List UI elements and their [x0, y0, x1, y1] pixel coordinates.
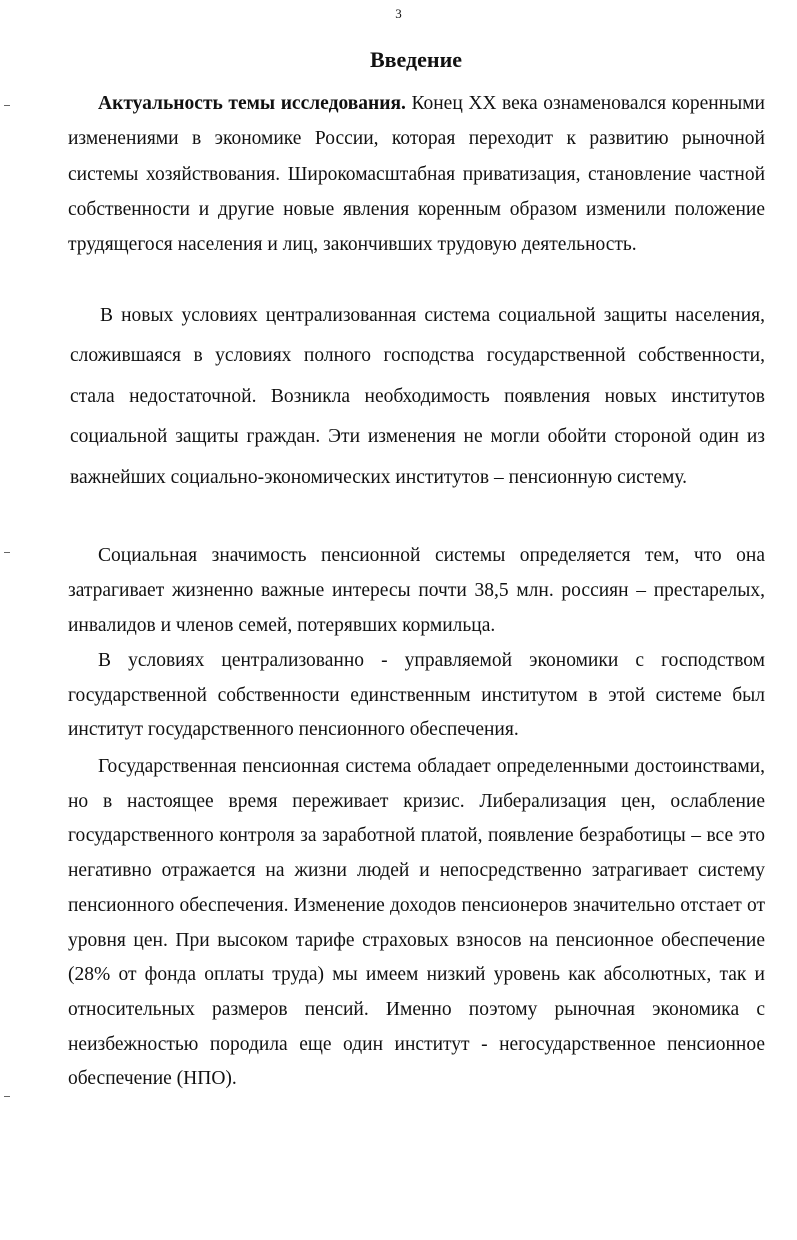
paragraph-social-significance: Социальная значимость пенсионной системы определяется тем, что она затрагивает жизненно важные интересы почти 38,5 млн. россиян – престарелых, инвалидов и членов семей, потерявших кормильца.	[68, 545, 765, 636]
paragraph-centralized-economy: В условиях централизованно - управляемой экономики с господством государственной собственности единственным институтом в этой системе был институт государственного пенсионного обеспечения.	[68, 650, 765, 740]
paragraph-text: Конец XX века ознаменовался коренными изменениями в экономике России, которая переходит к развитию рыночной системы хозяйствования. Широкомасштабная приватизация, становление частной собственности и другие новые явления коренным образом изменили положение трудящегося населения и лиц, закончивших трудовую деятельность.	[68, 93, 765, 256]
margin-mark	[4, 1096, 10, 1097]
paragraph-lead: Актуальность темы исследования.	[98, 93, 406, 114]
paragraph-new-conditions: В новых условиях централизованная система социальной защиты населения, сложившаяся в условиях полного господства государственной собственности, стала недостаточной. Возникла необходимость появления новых институтов социальной защиты граждан. Эти изменения не могли обойти стороной один из важнейших социально-экономических институтов – пенсионную систему.	[70, 305, 765, 488]
page-number: 3	[395, 6, 402, 21]
margin-mark	[4, 552, 10, 553]
paragraph-relevance	[68, 86, 765, 262]
paragraph-state-pension-system: Государственная пенсионная система обладает определенными достоинствами, но в настоящее время переживает кризис. Либерализация цен, ослабление государственного контроля за заработной платой, появление безработицы – все это негативно отражается на жизни людей и непосредственно затрагивает систему пенсионного обеспечения. Изменение доходов пенсионеров значительно отстает от уровня цен. При высоком тарифе страховых взносов на пенсионное обеспечение (28% от фонда оплаты труда) мы имеем низкий уровень как абсолютных, так и относительных размеров пенсий. Именно поэтому рыночная экономика с неизбежностью породила еще один институт - негосударственное пенсионное обеспечение (НПО).	[68, 756, 765, 1090]
page-title: Введение	[369, 47, 463, 72]
margin-mark	[4, 105, 10, 106]
